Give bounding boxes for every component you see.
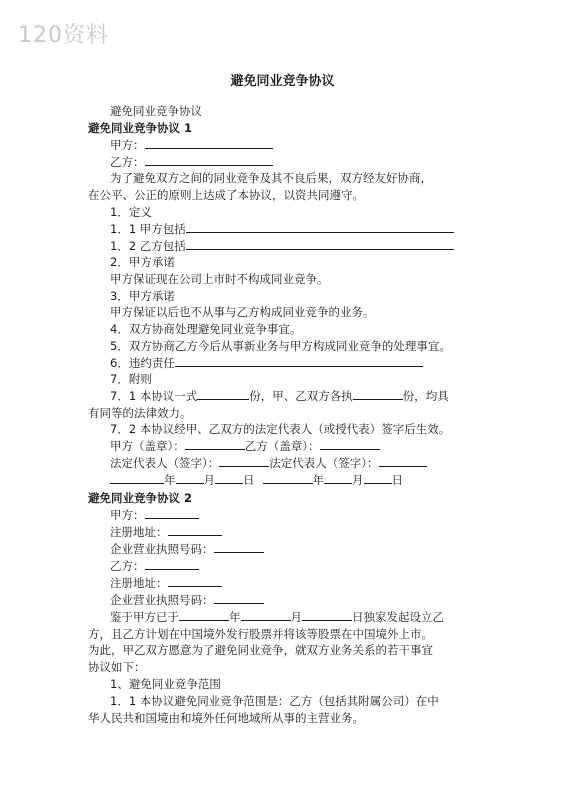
a2-section-1-1: 1．1 本协议避免同业竞争范围是：乙方（包括其附属公司）在中 [110,694,439,708]
a1-dates: 年 月 日 年 月 日 [110,472,403,488]
a2-para-4: 协议如下： [88,660,146,674]
subtitle: 避免同业竞争协议 [110,104,202,118]
a1-seals: 甲方（盖章）： 乙方（盖章）： [110,438,380,454]
a1-section-5: 5．双方协商乙方今后从事新业务与甲方构成同业竞争的处理事宜。 [110,339,451,353]
a2-section-1-1-cont: 华人民共和国境由和境外任何地域所从事的主营业务。 [88,711,364,725]
a1-section-4: 4．双方协商处理避免同业竞争事宜。 [110,322,302,336]
a1-intro-2: 在公平、公正的原则上达成了本协议，以资共同遵守。 [88,188,364,202]
a2-section-1: 1、避免同业竞争范围 [110,677,221,691]
a1-section-7: 7．附则 [110,372,152,386]
a1-section-6: 6．违约责任 [110,355,423,371]
a2-para-1: 鉴于甲方已于 年 月 日独家发起设立乙 [110,610,444,624]
a1-intro-1: 为了避免双方之间的同业竞争及其不良后果，双方经友好协商， [110,171,432,185]
a2-para-3: 为此，甲乙双方愿意为了避免同业竞争，就双方业务关系的若干事宜 [88,643,433,657]
a1-party-a: 甲方： [110,137,273,153]
a1-section-7-2: 7．2 本协议经甲、乙双方的法定代表人（或授代表）签字后生效。 [110,422,451,436]
a1-section-7-1-cont: 有同等的法律效力。 [88,406,192,420]
a1-section-2-text: 甲方保证现在公司上市时不构成同业竞争。 [110,272,329,286]
document-title: 避免同业竞争协议 [230,74,335,89]
a2-party-a: 甲方： [110,507,199,523]
a1-section-1-1: 1．1 甲方包括 [110,221,454,237]
agreement1-heading: 避免同业竞争协议 1 [88,121,193,135]
a1-section-1-2: 1．2 乙方包括 [110,238,454,254]
agreement2-heading: 避免同业竞争协议 2 [88,491,193,505]
a1-section-7-1: 7．1 本协议一式 份，甲、乙双方各执 份，均具 [110,389,449,403]
a1-representatives: 法定代表人（签字）： 法定代表人（签字）： [110,455,427,471]
a1-section-1: 1．定义 [110,205,152,219]
a2-address-b: 注册地址： [110,575,222,591]
a1-section-3: 3．甲方承诺 [110,289,175,303]
a1-party-b: 乙方： [110,154,273,170]
watermark: 120资料 [18,23,109,48]
a2-license-a: 企业营业执照号码： [110,541,264,557]
a2-address-a: 注册地址： [110,524,222,540]
a1-section-3-text: 甲方保证以后也不从事与乙方构成同业竞争的业务。 [110,305,375,319]
a2-license-b: 企业营业执照号码： [110,592,264,608]
a2-para-2: 方，且乙方计划在中国境外发行股票并将该等股票在中国境外上市。 [88,627,433,641]
a1-section-2: 2．甲方承诺 [110,255,175,269]
a2-party-b: 乙方： [110,558,199,574]
